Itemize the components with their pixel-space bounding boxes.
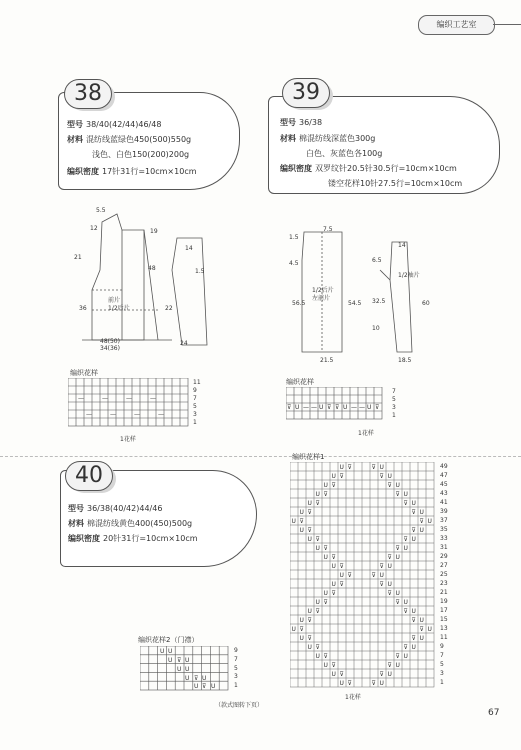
stitch-symbol: ⊽ bbox=[403, 608, 408, 615]
size-value: 36/38 bbox=[299, 118, 323, 127]
svg-text:⊽: ⊽ bbox=[194, 675, 199, 682]
svg-text:U: U bbox=[367, 404, 372, 411]
header-rule bbox=[493, 24, 521, 25]
stitch-symbol: U bbox=[323, 554, 328, 561]
svg-text:—: — bbox=[134, 411, 140, 418]
stitch-symbol: U bbox=[323, 662, 328, 669]
pattern-38-schematic bbox=[62, 200, 222, 360]
stitch-symbol: ⊽ bbox=[411, 635, 416, 642]
svg-text:—: — bbox=[311, 404, 317, 411]
stitch-symbol: ⊽ bbox=[403, 500, 408, 507]
pattern-39-number: 39 bbox=[282, 78, 330, 108]
row-number: 5 bbox=[440, 661, 444, 668]
pattern-40-placket-chart bbox=[140, 646, 230, 694]
row-number: 29 bbox=[440, 553, 448, 560]
svg-text:⊽: ⊽ bbox=[327, 404, 332, 411]
stitch-symbol: ⊽ bbox=[347, 572, 352, 579]
stitch-symbol: U bbox=[411, 536, 416, 543]
pattern-39-gauge-extra: 镂空花样10针27.5行=10cm×10cm bbox=[328, 179, 463, 188]
sleeve-cap-line bbox=[380, 270, 390, 280]
diagram-label: 1/2后片 bbox=[108, 305, 130, 312]
row-number: 5 bbox=[392, 396, 396, 403]
stitch-symbol: U bbox=[419, 509, 424, 516]
pattern-40-chart1-title: 编织花样1 bbox=[292, 453, 325, 461]
svg-text:—: — bbox=[86, 411, 92, 418]
row-number: 1 bbox=[392, 412, 396, 419]
stitch-symbol: ⊽ bbox=[331, 662, 336, 669]
stitch-symbol: U bbox=[387, 671, 392, 678]
stitch-symbol: U bbox=[387, 563, 392, 570]
pattern-39-row-numbers bbox=[392, 388, 396, 420]
row-number: 9 bbox=[440, 643, 444, 650]
pattern-38-repeat-label: 1花样 bbox=[120, 436, 136, 443]
stitch-symbol: ⊽ bbox=[339, 473, 344, 480]
row-number: 41 bbox=[440, 499, 448, 506]
svg-text:⊽: ⊽ bbox=[375, 404, 380, 411]
diagram-label: 21.5 bbox=[320, 357, 334, 364]
row-number: 31 bbox=[440, 544, 448, 551]
stitch-symbol: U bbox=[419, 527, 424, 534]
row-number: 7 bbox=[193, 395, 197, 402]
stitch-symbol: U bbox=[411, 500, 416, 507]
svg-text:U: U bbox=[168, 648, 173, 655]
diagram-label: 60 bbox=[422, 300, 430, 307]
svg-text:U: U bbox=[185, 657, 190, 664]
row-number: 15 bbox=[440, 616, 448, 623]
row-number: 5 bbox=[193, 403, 197, 410]
svg-text:—: — bbox=[102, 395, 108, 402]
stitch-symbol: U bbox=[307, 500, 312, 507]
svg-text:U: U bbox=[177, 666, 182, 673]
stitch-symbol: U bbox=[299, 527, 304, 534]
diagram-label: 48 bbox=[148, 265, 156, 272]
material-label: 材料 bbox=[67, 135, 83, 144]
diagram-label: 56.5 bbox=[292, 300, 306, 307]
stitch-symbol: U bbox=[291, 518, 296, 525]
stitch-symbol: U bbox=[339, 680, 344, 687]
pattern-38-material bbox=[67, 134, 191, 146]
stitch-symbol: ⊽ bbox=[419, 626, 424, 633]
stitch-symbol: ⊽ bbox=[371, 680, 376, 687]
section-divider bbox=[0, 456, 521, 458]
stitch-symbol: ⊽ bbox=[323, 491, 328, 498]
pattern-39-material bbox=[280, 133, 375, 145]
sleeve-outline bbox=[390, 242, 412, 352]
pattern-39-repeat-label: 1花样 bbox=[358, 430, 374, 437]
stitch-symbol: ⊽ bbox=[339, 581, 344, 588]
size-value: 36/38(40/42)44/46 bbox=[87, 504, 163, 513]
row-number: 3 bbox=[234, 673, 238, 681]
front-body-outline bbox=[92, 214, 144, 340]
row-number: 39 bbox=[440, 508, 448, 515]
stitch-symbol: ⊽ bbox=[379, 581, 384, 588]
svg-text:U: U bbox=[194, 683, 199, 690]
diagram-label: 24 bbox=[180, 340, 188, 347]
svg-text:U: U bbox=[295, 404, 300, 411]
row-number: 3 bbox=[440, 670, 444, 677]
stitch-symbol: ⊽ bbox=[315, 644, 320, 651]
stitch-symbol: U bbox=[315, 653, 320, 660]
diagram-label: 左前片 bbox=[312, 295, 331, 302]
stitch-symbol: ⊽ bbox=[395, 653, 400, 660]
pattern-40-main-chart bbox=[290, 462, 440, 690]
pattern-39-schematic bbox=[282, 220, 462, 365]
material-label: 材料 bbox=[68, 519, 84, 528]
gauge-label: 编织密度 bbox=[67, 167, 99, 176]
stitch-symbol: U bbox=[315, 545, 320, 552]
stitch-symbol: U bbox=[411, 608, 416, 615]
row-number: 47 bbox=[440, 472, 448, 479]
pattern-39-size bbox=[280, 117, 322, 129]
row-number: 23 bbox=[440, 580, 448, 587]
stitch-symbol: ⊽ bbox=[323, 599, 328, 606]
stitch-symbol: ⊽ bbox=[411, 527, 416, 534]
row-number: 37 bbox=[440, 517, 448, 524]
svg-text:U: U bbox=[211, 683, 216, 690]
pattern-39-chart-title: 编织花样 bbox=[286, 378, 314, 386]
svg-text:⊽: ⊽ bbox=[335, 404, 340, 411]
pattern-40-size bbox=[68, 503, 162, 515]
size-value: 38/40(42/44)46/48 bbox=[86, 120, 162, 129]
material-label: 材料 bbox=[280, 134, 296, 143]
pattern-40-gauge bbox=[68, 533, 198, 545]
row-number: 1 bbox=[440, 679, 444, 686]
stitch-symbol: ⊽ bbox=[323, 545, 328, 552]
row-number: 21 bbox=[440, 589, 448, 596]
stitch-symbol: ⊽ bbox=[307, 509, 312, 516]
pattern-38-row-numbers bbox=[193, 379, 201, 427]
row-number: 17 bbox=[440, 607, 448, 614]
page-number: 67 bbox=[488, 708, 500, 718]
diagram-label: 1.5 bbox=[195, 268, 205, 275]
diagram-label: 1/2后片 bbox=[312, 287, 334, 294]
row-number: 33 bbox=[440, 535, 448, 542]
svg-text:—: — bbox=[150, 395, 156, 402]
stitch-symbol: U bbox=[387, 581, 392, 588]
gauge-value: 双罗纹针20.5针30.5行=10cm×10cm bbox=[315, 164, 457, 173]
stitch-symbol: U bbox=[395, 662, 400, 669]
gauge-value: 20针31行=10cm×10cm bbox=[103, 534, 198, 543]
size-label: 型号 bbox=[67, 120, 83, 129]
row-number: 25 bbox=[440, 571, 448, 578]
sleeve-outline bbox=[172, 238, 207, 345]
svg-text:—: — bbox=[158, 411, 164, 418]
stitch-symbol: ⊽ bbox=[331, 554, 336, 561]
diagram-label: 14 bbox=[185, 245, 193, 252]
row-number: 1 bbox=[234, 682, 238, 690]
stitch-symbol: ⊽ bbox=[371, 572, 376, 579]
diagram-label: 12 bbox=[90, 225, 98, 232]
svg-text:⊽: ⊽ bbox=[202, 683, 207, 690]
row-number: 11 bbox=[440, 634, 448, 641]
stitch-symbol: U bbox=[315, 491, 320, 498]
svg-text:⊽: ⊽ bbox=[177, 657, 182, 664]
pattern-38-number: 38 bbox=[64, 79, 112, 109]
stitch-symbol: U bbox=[315, 599, 320, 606]
stitch-symbol: U bbox=[403, 491, 408, 498]
row-number: 11 bbox=[193, 379, 201, 386]
size-label: 型号 bbox=[280, 118, 296, 127]
row-number: 19 bbox=[440, 598, 448, 605]
pattern-38-chart-title: 编织花样 bbox=[70, 369, 98, 377]
svg-text:—: — bbox=[126, 395, 132, 402]
stitch-symbol: ⊽ bbox=[307, 527, 312, 534]
stitch-symbol: ⊽ bbox=[387, 590, 392, 597]
row-number: 9 bbox=[234, 647, 238, 654]
diagram-label: 6.5 bbox=[372, 257, 382, 264]
material-value: 棉混纺线黄色400(450)500g bbox=[87, 519, 193, 528]
stitch-symbol: U bbox=[331, 473, 336, 480]
stitch-symbol: U bbox=[307, 644, 312, 651]
pattern-38-stitch-chart bbox=[68, 378, 190, 430]
stitch-symbol: ⊽ bbox=[307, 617, 312, 624]
pattern-40-repeat-label: 1花样 bbox=[345, 694, 361, 701]
stitch-symbol: U bbox=[403, 545, 408, 552]
diagram-label: 5.5 bbox=[96, 207, 106, 214]
material-value: 混纺线蓝绿色450(500)550g bbox=[86, 135, 192, 144]
stitch-symbol: ⊽ bbox=[347, 680, 352, 687]
stitch-symbol: U bbox=[411, 644, 416, 651]
stitch-symbol: ⊽ bbox=[315, 500, 320, 507]
row-number: 1 bbox=[193, 419, 197, 426]
stitch-symbol: U bbox=[387, 473, 392, 480]
stitch-symbol: U bbox=[379, 464, 384, 471]
svg-text:—: — bbox=[351, 404, 357, 411]
stitch-symbol: ⊽ bbox=[419, 518, 424, 525]
stitch-symbol: ⊽ bbox=[323, 653, 328, 660]
stitch-symbol: U bbox=[339, 572, 344, 579]
svg-text:U: U bbox=[160, 648, 165, 655]
stitch-symbol: U bbox=[299, 617, 304, 624]
pattern-39-stitch-chart bbox=[286, 387, 386, 423]
stitch-symbol: U bbox=[427, 626, 432, 633]
stitch-symbol: U bbox=[395, 482, 400, 489]
stitch-symbol: ⊽ bbox=[387, 482, 392, 489]
row-number: 9 bbox=[193, 387, 197, 394]
row-number: 45 bbox=[440, 481, 448, 488]
svg-text:—: — bbox=[78, 395, 84, 402]
stitch-symbol: U bbox=[331, 581, 336, 588]
diagram-label: 22 bbox=[165, 305, 173, 312]
svg-text:—: — bbox=[359, 404, 365, 411]
size-label: 型号 bbox=[68, 504, 84, 513]
stitch-symbol: ⊽ bbox=[315, 536, 320, 543]
diagram-label: 34(36) bbox=[100, 345, 120, 352]
row-number: 35 bbox=[440, 526, 448, 533]
gauge-value: 17针31行=10cm×10cm bbox=[102, 167, 197, 176]
pattern-40-continued-note: （款式图转下页） bbox=[215, 702, 264, 709]
pattern-40-chart2-title: 编织花样2（门襟） bbox=[138, 636, 199, 644]
stitch-symbol: ⊽ bbox=[307, 635, 312, 642]
stitch-symbol: ⊽ bbox=[379, 563, 384, 570]
pattern-38-material-extra: 浅色、白色150(200)200g bbox=[92, 150, 190, 159]
stitch-symbol: ⊽ bbox=[387, 662, 392, 669]
stitch-symbol: ⊽ bbox=[371, 464, 376, 471]
stitch-symbol: U bbox=[291, 626, 296, 633]
pattern-40-row-numbers bbox=[440, 462, 448, 687]
svg-text:U: U bbox=[168, 657, 173, 664]
pattern-38-size bbox=[67, 119, 161, 131]
stitch-symbol: U bbox=[299, 635, 304, 642]
stitch-symbol: ⊽ bbox=[411, 509, 416, 516]
row-number: 7 bbox=[440, 652, 444, 659]
stitch-symbol: ⊽ bbox=[379, 473, 384, 480]
stitch-symbol: U bbox=[419, 617, 424, 624]
stitch-symbol: U bbox=[395, 554, 400, 561]
stitch-symbol: U bbox=[395, 590, 400, 597]
stitch-symbol: ⊽ bbox=[387, 554, 392, 561]
diagram-label: 54.5 bbox=[348, 300, 362, 307]
diagram-label: 1.5 bbox=[289, 234, 299, 241]
row-number: 43 bbox=[440, 490, 448, 497]
stitch-symbol: U bbox=[403, 599, 408, 606]
row-number: 3 bbox=[392, 404, 396, 411]
stitch-symbol: ⊽ bbox=[299, 626, 304, 633]
stitch-symbol: ⊽ bbox=[347, 464, 352, 471]
diagram-label: 21 bbox=[74, 254, 82, 261]
stitch-symbol: ⊽ bbox=[403, 536, 408, 543]
stitch-symbol: ⊽ bbox=[339, 671, 344, 678]
diagram-label: 前片 bbox=[108, 297, 121, 304]
stitch-symbol: ⊽ bbox=[395, 599, 400, 606]
row-number: 49 bbox=[440, 463, 448, 470]
svg-text:U: U bbox=[202, 675, 207, 682]
svg-text:⊽: ⊽ bbox=[287, 404, 292, 411]
stitch-symbol: U bbox=[403, 653, 408, 660]
diagram-label: 1/2袖片 bbox=[398, 272, 420, 279]
stitch-symbol: U bbox=[379, 680, 384, 687]
stitch-symbol: ⊽ bbox=[315, 608, 320, 615]
gauge-label: 编织密度 bbox=[280, 164, 312, 173]
svg-text:U: U bbox=[319, 404, 324, 411]
stitch-symbol: ⊽ bbox=[339, 563, 344, 570]
pattern-38-gauge bbox=[67, 166, 197, 178]
stitch-symbol: U bbox=[427, 518, 432, 525]
pattern-39-material-extra: 白色、灰蓝色各100g bbox=[306, 149, 383, 158]
material-value: 棉混纺线深蓝色300g bbox=[299, 134, 376, 143]
row-number: 3 bbox=[193, 411, 197, 418]
diagram-label: 4.5 bbox=[289, 260, 299, 267]
diagram-label: 14 bbox=[398, 242, 406, 249]
svg-text:—: — bbox=[110, 411, 116, 418]
stitch-symbol: ⊽ bbox=[331, 482, 336, 489]
row-number: 27 bbox=[440, 562, 448, 569]
diagram-label: 48(50) bbox=[100, 338, 120, 345]
stitch-symbol: U bbox=[323, 590, 328, 597]
diagram-label: 32.5 bbox=[372, 298, 386, 305]
svg-text:U: U bbox=[185, 675, 190, 682]
stitch-symbol: ⊽ bbox=[395, 545, 400, 552]
gauge-label: 编织密度 bbox=[68, 534, 100, 543]
pattern-40-placket-row-numbers bbox=[234, 647, 238, 691]
stitch-symbol: U bbox=[339, 464, 344, 471]
stitch-symbol: U bbox=[299, 509, 304, 516]
stitch-symbol: ⊽ bbox=[379, 671, 384, 678]
svg-text:U: U bbox=[185, 666, 190, 673]
stitch-symbol: U bbox=[331, 563, 336, 570]
diagram-label: 10 bbox=[372, 325, 380, 332]
stitch-symbol: U bbox=[331, 671, 336, 678]
row-number: 7 bbox=[234, 655, 238, 663]
pattern-39-gauge bbox=[280, 163, 457, 175]
stitch-symbol: U bbox=[379, 572, 384, 579]
section-tab: 编织工艺室 bbox=[418, 15, 495, 35]
stitch-symbol: ⊽ bbox=[395, 491, 400, 498]
stitch-symbol: ⊽ bbox=[411, 617, 416, 624]
diagram-label: 19 bbox=[150, 228, 158, 235]
diagram-label: 18.5 bbox=[398, 357, 412, 364]
back-side-line bbox=[144, 230, 158, 340]
stitch-symbol: U bbox=[307, 536, 312, 543]
stitch-symbol: U bbox=[307, 608, 312, 615]
stitch-symbol: ⊽ bbox=[403, 644, 408, 651]
diagram-label: 7.5 bbox=[323, 226, 333, 233]
pattern-40-material bbox=[68, 518, 192, 530]
svg-text:—: — bbox=[303, 404, 309, 411]
stitch-symbol: ⊽ bbox=[299, 518, 304, 525]
stitch-symbol: U bbox=[419, 635, 424, 642]
row-number: 7 bbox=[392, 388, 396, 395]
stitch-symbol: ⊽ bbox=[331, 590, 336, 597]
svg-text:U: U bbox=[343, 404, 348, 411]
diagram-label: 36 bbox=[79, 305, 87, 312]
row-number: 5 bbox=[234, 664, 238, 672]
stitch-symbol: U bbox=[323, 482, 328, 489]
row-number: 13 bbox=[440, 625, 448, 632]
pattern-40-number: 40 bbox=[65, 461, 113, 491]
